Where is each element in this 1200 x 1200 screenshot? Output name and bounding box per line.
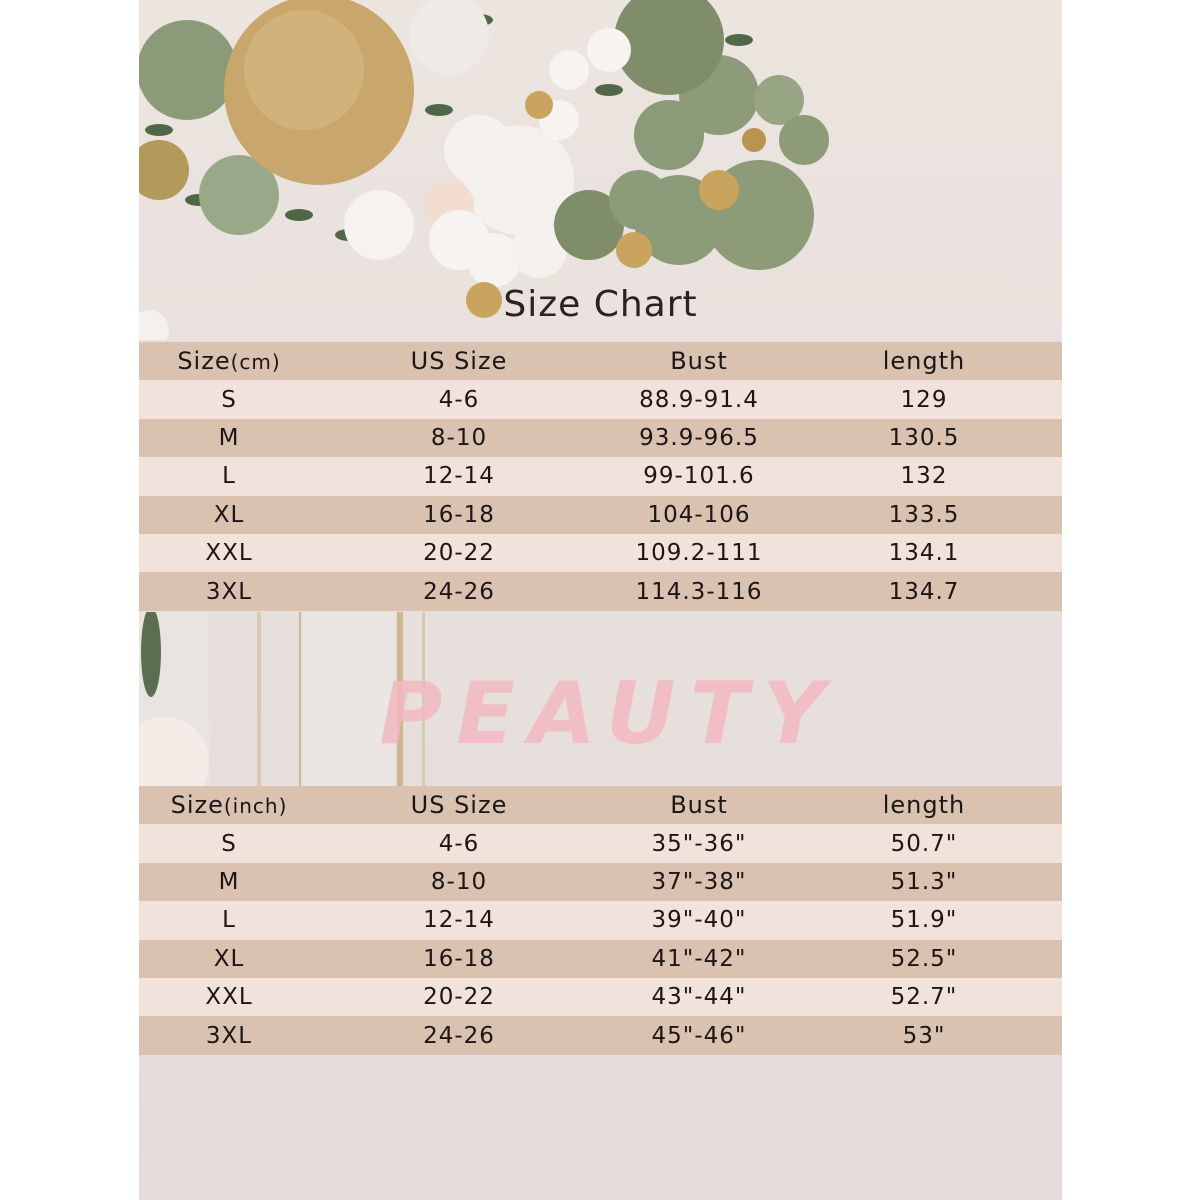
us-size-cell: 24-26 xyxy=(423,1022,495,1049)
size-cell: XXL xyxy=(205,540,253,567)
size-cell: XL xyxy=(213,945,245,972)
table-row xyxy=(139,863,1062,901)
length-cell: 129 xyxy=(900,386,948,413)
us-size-cell: 20-22 xyxy=(423,540,495,567)
bust-cell: 114.3-116 xyxy=(635,578,763,605)
table-row xyxy=(139,419,1062,457)
table-row xyxy=(139,572,1062,610)
us-size-header: US Size xyxy=(410,347,508,376)
size-unit-label: (inch) xyxy=(223,794,288,819)
bust-cell: 109.2-111 xyxy=(635,540,763,567)
bust-cell: 88.9-91.4 xyxy=(639,386,759,413)
us-size-cell: 16-18 xyxy=(423,945,495,972)
page-title: Size Chart xyxy=(503,284,698,325)
table-row xyxy=(139,940,1062,978)
watermark-logo: PEAUTY xyxy=(379,664,839,764)
us-size-cell: 24-26 xyxy=(423,578,495,605)
inch-size-table xyxy=(139,786,1062,1055)
bust-header: Bust xyxy=(670,791,728,820)
us-size-cell: 8-10 xyxy=(430,868,488,895)
size-cell: 3XL xyxy=(205,1022,253,1049)
length-cell: 134.1 xyxy=(888,540,960,567)
cm-size-table xyxy=(139,342,1062,611)
table-row xyxy=(139,978,1062,1016)
size-header xyxy=(154,791,304,819)
us-size-cell: 12-14 xyxy=(423,907,495,934)
length-cell: 51.9" xyxy=(890,907,958,934)
us-size-cell: 16-18 xyxy=(423,501,495,528)
us-size-header: US Size xyxy=(410,791,508,820)
us-size-cell: 20-22 xyxy=(423,984,495,1011)
length-header: length xyxy=(882,791,966,820)
size-cell: M xyxy=(218,868,240,895)
size-unit-label: (cm) xyxy=(230,350,281,375)
us-size-cell: 12-14 xyxy=(423,463,495,490)
size-header-label: Size xyxy=(177,347,231,376)
table-row xyxy=(139,534,1062,572)
table-row xyxy=(139,496,1062,534)
bust-cell: 45"-46" xyxy=(651,1022,747,1049)
length-cell: 130.5 xyxy=(888,424,960,451)
size-cell: L xyxy=(222,907,236,934)
us-size-cell: 4-6 xyxy=(438,830,480,857)
bust-header: Bust xyxy=(670,347,728,376)
bust-cell: 37"-38" xyxy=(651,868,747,895)
table-row xyxy=(139,901,1062,939)
length-cell: 50.7" xyxy=(890,830,958,857)
bust-cell: 99-101.6 xyxy=(643,463,755,490)
bust-cell: 35"-36" xyxy=(651,830,747,857)
size-header-label: Size xyxy=(170,791,224,820)
bust-cell: 41"-42" xyxy=(651,945,747,972)
length-cell: 51.3" xyxy=(890,868,958,895)
size-cell: S xyxy=(221,386,237,413)
table-row xyxy=(139,380,1062,418)
length-cell: 133.5 xyxy=(888,501,960,528)
size-chart-panel xyxy=(139,0,1062,1200)
us-size-cell: 8-10 xyxy=(430,424,488,451)
length-cell: 132 xyxy=(900,463,948,490)
length-cell: 52.7" xyxy=(890,984,958,1011)
length-cell: 53" xyxy=(902,1022,946,1049)
size-cell: S xyxy=(221,830,237,857)
size-header xyxy=(154,347,304,375)
table-row xyxy=(139,1016,1062,1054)
size-cell: L xyxy=(222,463,236,490)
bust-cell: 43"-44" xyxy=(651,984,747,1011)
table-header-row xyxy=(139,786,1062,824)
length-cell: 52.5" xyxy=(890,945,958,972)
bust-cell: 39"-40" xyxy=(651,907,747,934)
length-cell: 134.7 xyxy=(888,578,960,605)
us-size-cell: 4-6 xyxy=(438,386,480,413)
size-cell: 3XL xyxy=(205,578,253,605)
table-header-row xyxy=(139,342,1062,380)
table-row xyxy=(139,824,1062,862)
bust-cell: 104-106 xyxy=(647,501,751,528)
size-cell: M xyxy=(218,424,240,451)
size-cell: XXL xyxy=(205,984,253,1011)
size-cell: XL xyxy=(213,501,245,528)
table-row xyxy=(139,457,1062,495)
length-header: length xyxy=(882,347,966,376)
bust-cell: 93.9-96.5 xyxy=(639,424,759,451)
